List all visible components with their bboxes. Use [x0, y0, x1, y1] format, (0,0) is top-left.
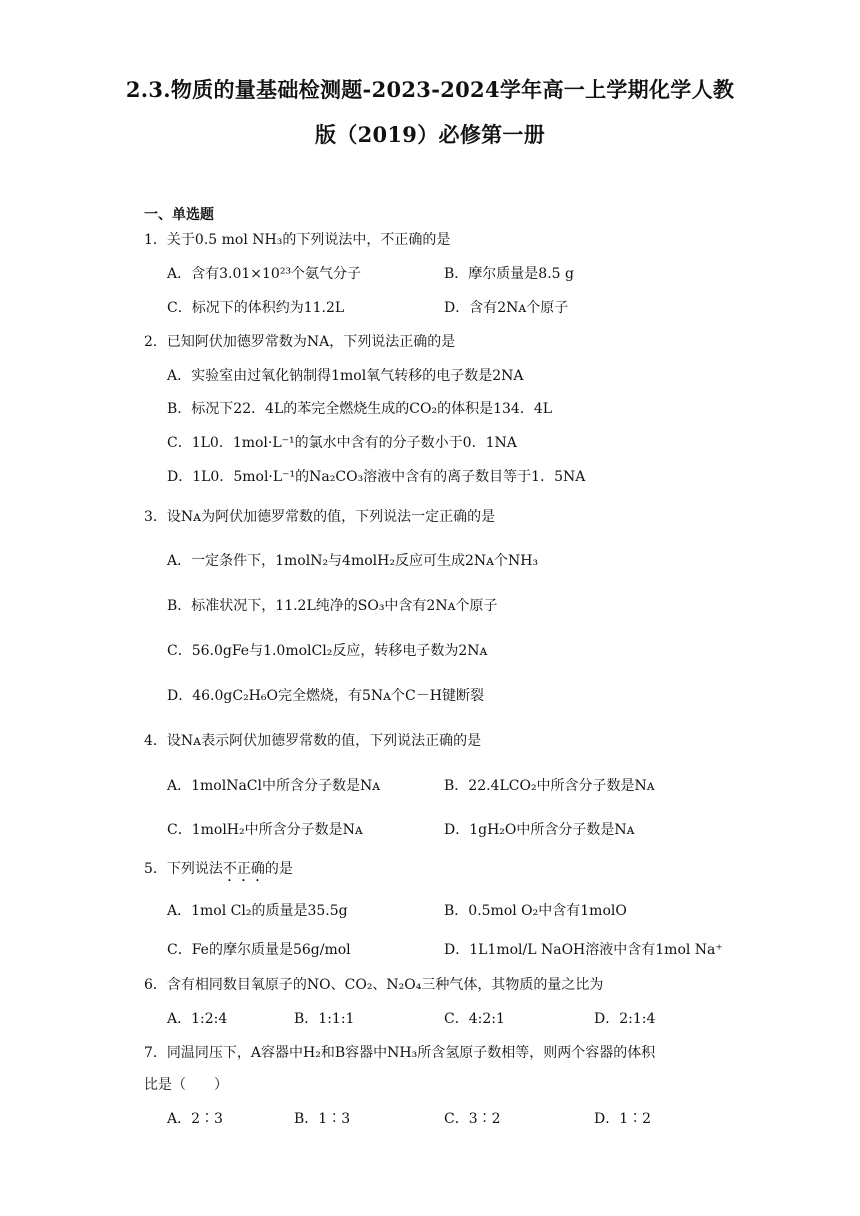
question-4-stem: 4．设Nᴀ表示阿伏加德罗常数的值，下列说法正确的是 — [144, 733, 482, 749]
question-2-option-d: D．1L0．5mol·L⁻¹的Na₂CO₃溶液中含有的离子数目等于1．5NA — [167, 469, 586, 485]
question-3-option-b: B．标准状况下，11.2L纯净的SO₃中含有2Nᴀ个原子 — [167, 598, 498, 614]
question-3-option-d: D．46.0gC₂H₆O完全燃烧，有5Nᴀ个C－H键断裂 — [167, 688, 484, 704]
question-5-option-b: B．0.5mol O₂中含有1molO — [444, 903, 627, 919]
question-1-option-c: C．标况下的体积约为11.2L — [167, 300, 345, 316]
question-3-option-c: C．56.0gFe与1.0molCl₂反应，转移电子数为2Nᴀ — [167, 643, 488, 659]
question-5-stem — [144, 859, 293, 885]
question-5-option-d: D．1L1mol/L NaOH溶液中含有1mol Na⁺ — [444, 942, 723, 958]
question-7-option-a: A．2∶3 — [167, 1111, 223, 1127]
question-7-stem-line-2: 比是（ ） — [144, 1077, 228, 1093]
question-1-option-d: D．含有2Nᴀ个原子 — [444, 300, 569, 316]
document-title-line-1: 2.3.物质的量基础检测题-2023-2024学年高一上学期化学人教 — [125, 77, 735, 102]
question-6-option-d: D．2:1:4 — [594, 1011, 656, 1027]
question-5-stem-suffix: 的是 — [264, 861, 293, 877]
question-7-stem-line-1: 7．同温同压下，A容器中H₂和B容器中NH₃所含氢原子数相等，则两个容器的体积 — [144, 1045, 656, 1061]
question-4-option-d: D．1gH₂O中所含分子数是Nᴀ — [444, 822, 635, 838]
question-3-option-a: A．一定条件下，1molN₂与4molH₂反应可生成2Nᴀ个NH₃ — [167, 553, 539, 569]
question-4-option-b: B．22.4LCO₂中所含分子数是Nᴀ — [444, 778, 655, 794]
question-1-stem: 1．关于0.5 mol NH₃的下列说法中，不正确的是 — [144, 232, 451, 248]
question-1-option-a: A．含有3.01×10²³个氨气分子 — [167, 266, 362, 282]
question-7-option-c: C．3∶2 — [444, 1111, 501, 1127]
question-5-option-a: A．1mol Cl₂的质量是35.5g — [167, 903, 348, 919]
question-7-option-d: D．1∶2 — [594, 1111, 652, 1127]
section-heading: 一、单选题 — [144, 207, 214, 223]
question-7-option-b: B．1∶3 — [294, 1111, 351, 1127]
question-1-option-b: B．摩尔质量是8.5 g — [444, 266, 574, 282]
question-6-option-c: C．4:2:1 — [444, 1011, 505, 1027]
question-2-option-c: C．1L0．1mol·L⁻¹的氯水中含有的分子数小于0．1NA — [167, 435, 517, 451]
question-4-option-c: C．1molH₂中所含分子数是Nᴀ — [167, 822, 363, 838]
document-title-line-2: 版（2019）必修第一册 — [314, 122, 546, 147]
question-5-stem-prefix: 5．下列说法 — [144, 861, 223, 877]
question-5-stem-emphasis: 不正确 — [222, 861, 265, 877]
question-2-option-b: B．标况下22．4L的苯完全燃烧生成的CO₂的体积是134．4L — [167, 401, 553, 417]
question-5-option-c: C．Fe的摩尔质量是56g/mol — [167, 942, 351, 958]
question-3-stem: 3．设Nᴀ为阿伏加德罗常数的值，下列说法一定正确的是 — [144, 509, 496, 525]
question-2-option-a: A．实验室由过氧化钠制得1mol氧气转移的电子数是2NA — [167, 368, 524, 384]
question-6-option-a: A．1:2:4 — [167, 1011, 228, 1027]
question-6-stem: 6．含有相同数目氧原子的NO、CO₂、N₂O₄三种气体，其物质的量之比为 — [144, 977, 604, 993]
question-4-option-a: A．1molNaCl中所含分子数是Nᴀ — [167, 778, 381, 794]
question-6-option-b: B．1:1:1 — [294, 1011, 355, 1027]
question-2-stem: 2．已知阿伏加德罗常数为NA，下列说法正确的是 — [144, 334, 456, 350]
